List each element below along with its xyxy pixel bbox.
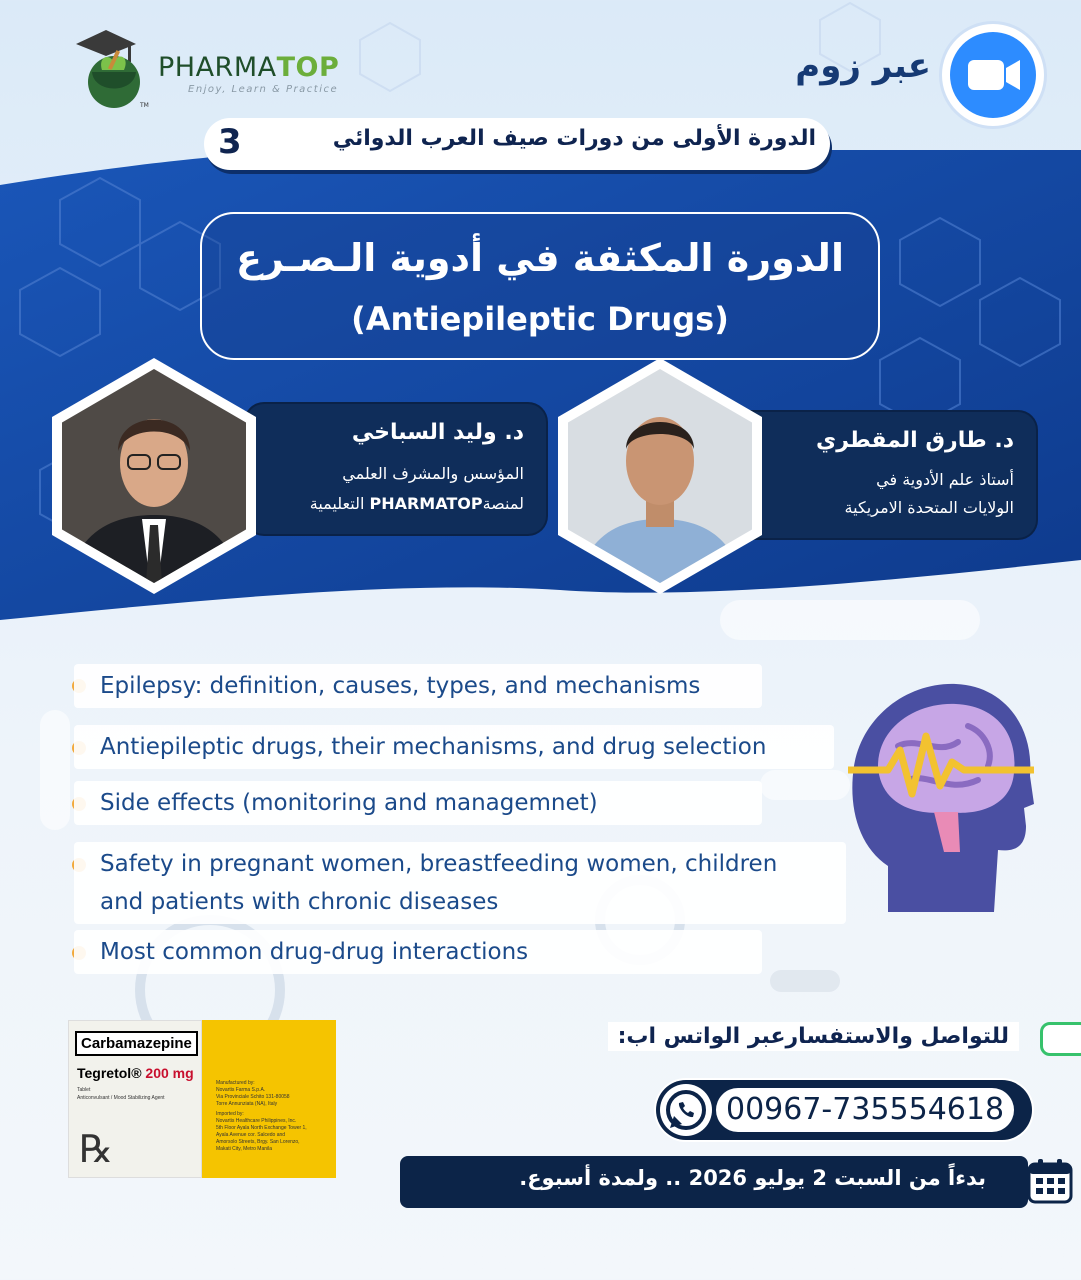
speaker-card-1	[730, 412, 1036, 538]
drug-form: Tablet	[77, 1087, 91, 1093]
drug-box-side	[202, 1020, 336, 1178]
speaker-title-line1: المؤسس والمشرف العلمي	[342, 464, 524, 483]
course-title-english: (Antiepileptic Drugs)	[351, 300, 729, 338]
whatsapp-icon	[660, 1084, 712, 1136]
course-title-arabic: الدورة المكثفة في أدوية الـصـرع	[236, 236, 844, 280]
logo-wordmark: PHARMATOP	[158, 52, 340, 83]
manufacturer-line: Makati City, Metro Manila	[216, 1146, 273, 1152]
drug-indication: Anticonvulsant / Mood Stabilizing Agent	[77, 1095, 165, 1101]
manufacturer-line: Novartis Farma S.p.A.	[216, 1087, 266, 1093]
phone-number[interactable]: 00967-735554618	[716, 1088, 1014, 1132]
topic-item-line1: Safety in pregnant women, breastfeeding women, children	[100, 851, 778, 877]
speaker-photo-1	[568, 369, 752, 583]
drug-brand-name: Tegretol® 200 mg	[77, 1065, 194, 1081]
manufacturer-line: Novartis Healthcare Philippines, Inc.	[216, 1118, 297, 1124]
video-camera-icon	[950, 32, 1036, 118]
course-title-card	[200, 212, 880, 360]
manufacturer-line: Amorsolo Streets, Brgy. San Lorenzo,	[216, 1139, 300, 1145]
topic-item: Antiepileptic drugs, their mechanisms, and drug selection	[74, 725, 834, 769]
mortar-leaf-icon	[68, 22, 158, 114]
topic-item: Most common drug-drug interactions	[74, 930, 762, 974]
speaker-name: د. وليد السباخي	[351, 420, 524, 445]
green-tab-decoration	[1040, 1022, 1081, 1056]
brain-head-icon	[848, 676, 1034, 912]
speaker-title-line2: لمنصةPHARMATOP التعليمية	[309, 494, 524, 513]
zoom-label: عبر زوم	[795, 46, 931, 86]
topic-item	[74, 842, 846, 924]
zoom-badge	[942, 24, 1044, 126]
trademark-mark: TM	[140, 102, 149, 109]
topic-item: Epilepsy: definition, causes, types, and mechanisms	[74, 664, 762, 708]
manufacturer-line: Via Provinciale Schito 131-80058	[216, 1094, 290, 1100]
calendar-icon	[1026, 1158, 1074, 1204]
speaker-card-2	[246, 404, 546, 534]
contact-label: للتواصل والاستفسارعبر الواتس اب:	[608, 1022, 1019, 1051]
topic-item: Side effects (monitoring and managemnet)	[74, 781, 762, 825]
manufacturer-line: Manufactured by:	[216, 1080, 255, 1086]
manufacturer-line: Ayala Avenue cor. Salcedo and	[216, 1132, 286, 1138]
topic-item-line2: and patients with chronic diseases	[100, 889, 499, 915]
speaker-title-line1: أستاذ علم الأدوية في	[876, 470, 1014, 489]
course-series-banner	[204, 118, 830, 170]
speaker-photo-2	[62, 369, 246, 583]
manufacturer-line: Torre Annunziata (NA), Italy	[216, 1101, 278, 1107]
speaker-title-line2: الولايات المتحدة الامريكية	[844, 498, 1014, 517]
drug-box-front	[68, 1020, 202, 1178]
drug-generic-name: Carbamazepine	[75, 1031, 198, 1056]
manufacturer-line: 5th Floor Ayala North Exchange Tower 1,	[216, 1125, 307, 1131]
pharmatop-logo	[68, 22, 348, 114]
course-series-number: 3	[218, 122, 242, 162]
schedule-text: بدءاً من السبت 2 يوليو 2026 .. ولمدة أسبوع.	[519, 1166, 986, 1190]
course-series-text: الدورة الأولى من دورات صيف العرب الدوائي	[332, 126, 816, 151]
drug-package-image	[68, 1020, 336, 1178]
logo-tagline: Enjoy, Learn & Practice	[188, 84, 339, 95]
manufacturer-line: Imported by:	[216, 1111, 244, 1117]
phone-pill[interactable]	[656, 1080, 1032, 1140]
rx-icon: ℞	[79, 1127, 114, 1171]
schedule-bar	[400, 1156, 1028, 1208]
speaker-name: د. طارق المقطري	[816, 428, 1014, 453]
